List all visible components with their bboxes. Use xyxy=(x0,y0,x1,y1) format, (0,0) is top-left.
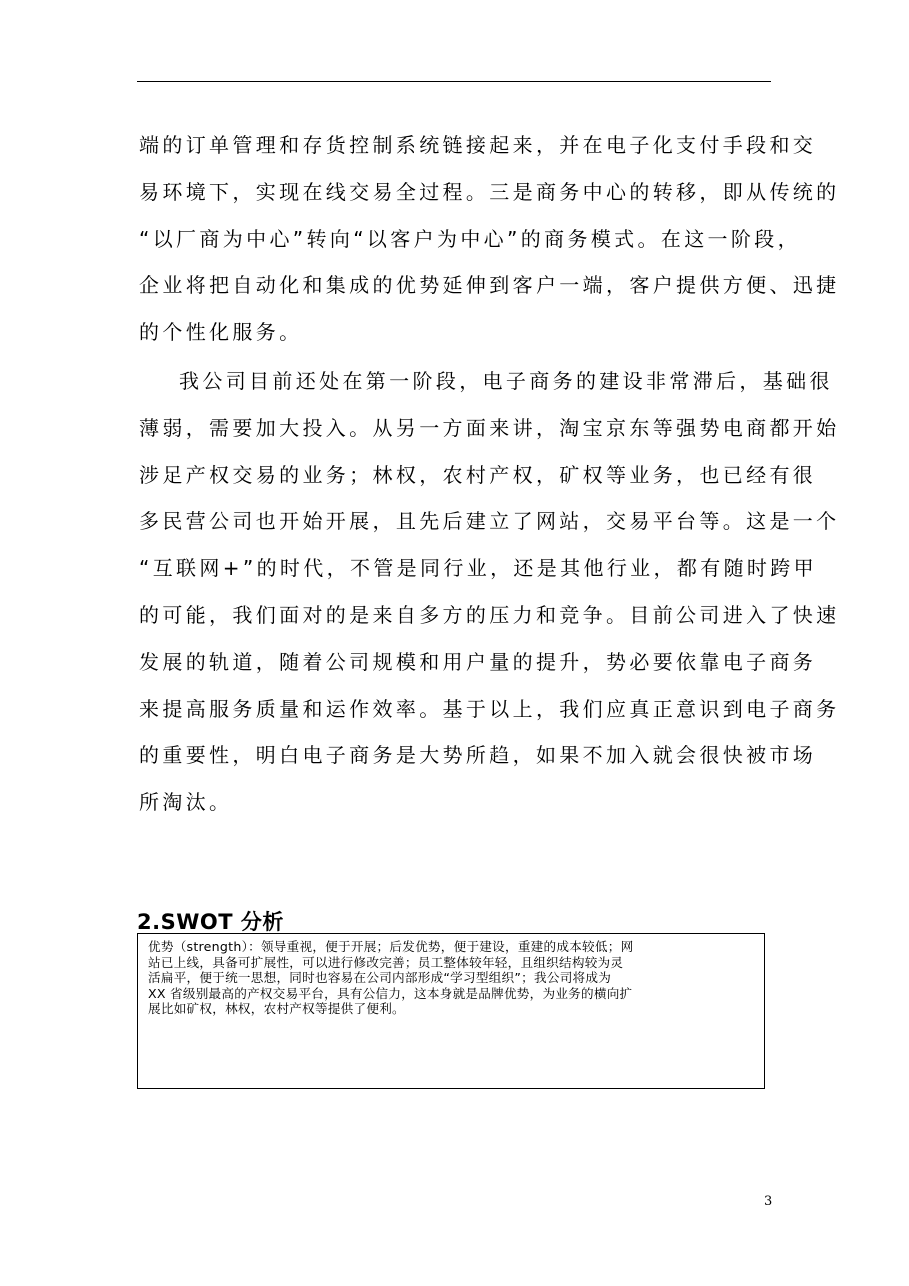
text-line: 多民营公司也开始开展，且先后建立了网站，交易平台等。这是一个 xyxy=(139,509,840,534)
swot-line: XX 省级别最高的产权交易平台，具有公信力，这本身就是品牌优势，为业务的横向扩 xyxy=(148,985,633,1001)
swot-line: 优势（strength）：领导重视，便于开展；后发优势，便于建设，重建的成本较低；网 xyxy=(148,939,634,954)
text-line: 企业将把自动化和集成的优势延伸到客户一端，客户提供方便、迅捷 xyxy=(139,273,840,298)
section-heading: 2.SWOT 分析 xyxy=(137,910,284,934)
text-line: 的个性化服务。 xyxy=(139,320,303,345)
swot-text xyxy=(148,939,758,1017)
body-paragraph-1 xyxy=(139,122,840,356)
text-line: 的可能，我们面对的是来自多方的压力和竞争。目前公司进入了快速 xyxy=(139,602,840,627)
text-line: 发展的轨道，随着公司规模和用户量的提升，势必要依靠电子商务 xyxy=(139,649,817,674)
text-line: 来提高服务质量和运作效率。基于以上，我们应真正意识到电子商务 xyxy=(139,696,840,721)
text-line: “互联网+”的时代，不管是同行业，还是其他行业，都有随时跨甲 xyxy=(139,556,817,581)
text-line: 我公司目前还处在第一阶段，电子商务的建设非常滞后，基础很 xyxy=(179,369,833,393)
page-number: 3 xyxy=(764,1194,773,1209)
text-line: 涉足产权交易的业务；林权，农村产权，矿权等业务，也已经有很 xyxy=(139,462,817,487)
text-line: 所淘汰。 xyxy=(139,790,233,815)
swot-line: 活扁平，便于统一思想，同时也容易在公司内部形成“学习型组织”；我公司将成为 xyxy=(148,970,612,986)
text-line: 端的订单管理和存货控制系统链接起来，并在电子化支付手段和交 xyxy=(139,133,817,157)
swot-text-box xyxy=(137,933,765,1089)
body-paragraph-2 xyxy=(139,358,840,826)
swot-line: 站已上线，具备可扩展性，可以进行修改完善；员工整体较年轻，且组织结构较为灵 xyxy=(148,954,624,970)
header-rule xyxy=(137,81,771,82)
text-line: 的重要性，明白电子商务是大势所趋，如果不加入就会很快被市场 xyxy=(139,743,817,768)
text-line: “以厂商为中心”转向“以客户为中心”的商务模式。在这一阶段， xyxy=(139,226,801,251)
swot-line: 展比如矿权，林权，农村产权等提供了便利。 xyxy=(148,1001,405,1017)
text-line: 易环境下，实现在线交易全过程。三是商务中心的转移，即从传统的 xyxy=(139,179,840,204)
text-line: 薄弱，需要加大投入。从另一方面来讲，淘宝京东等强势电商都开始 xyxy=(139,415,840,440)
